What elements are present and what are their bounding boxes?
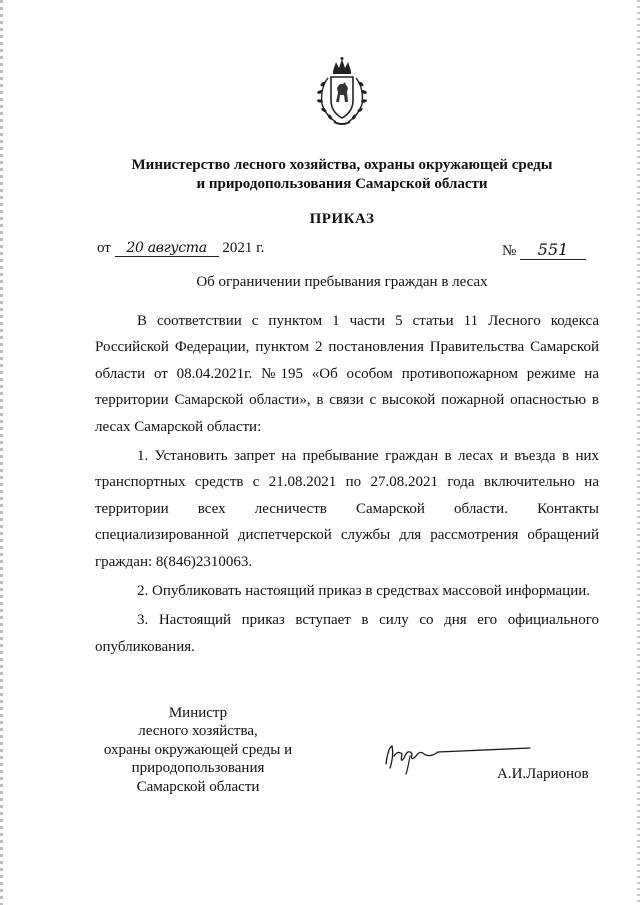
body-item-3: 3. Настоящий приказ вступает в силу со дня его официального опубликования. — [95, 612, 599, 655]
ministry-name-line-2: и природопользования Самарской области — [196, 176, 488, 192]
date-handwritten: 20 августа — [115, 240, 219, 257]
document-number — [502, 240, 586, 262]
body-preamble: В соответствии с пунктом 1 части 5 статьи 11 Лесного кодекса Российской Федерации, пунктом 2 постановления Правительства Самарской области от 08.04.2021г. №195 «Об особом противопожарном режиме на территории Самарской области», в связи с высокой пожарной опасностью в лесах Самарской области: — [95, 313, 599, 435]
ministry-name-line-1: Министерство лесного хозяйства, охраны окружающей среды — [131, 157, 553, 173]
signer-position-line-5: Самарской области — [136, 778, 260, 795]
document-type-title: ПРИКАЗ — [309, 211, 375, 227]
signer-position-line-4: природопользования — [131, 760, 265, 777]
number-handwritten: 551 — [520, 240, 586, 260]
document-body — [95, 308, 599, 663]
signer-position-line-1: Министр — [168, 705, 228, 721]
signer-name: А.И.Ларионов — [497, 766, 589, 782]
date-prefix: от — [97, 240, 111, 256]
number-prefix: № — [502, 243, 517, 259]
document-subject: Об ограничении пребывания граждан в лесах — [196, 274, 488, 290]
date-year: 2021 г. — [222, 240, 265, 256]
document-date — [97, 240, 264, 262]
ministry-name — [100, 156, 584, 194]
signer-position — [92, 704, 304, 796]
samara-coat-of-arms-icon — [312, 56, 372, 128]
body-item-1: 1. Установить запрет на пребывание граждан в лесах и въезда в них транспортных средств с 21.08.2021 по 27.08.2021 года включительно на территории всех лесничеств Самарской области. Контакты специализированной диспетчерской службы для рассмотрения обращений граждан: 8(846)2310063. — [95, 448, 599, 570]
signer-position-line-2: лесного хозяйства, — [138, 723, 258, 740]
signer-position-line-3: охраны окружающей среды и — [103, 741, 293, 758]
scan-edge-left — [0, 0, 3, 905]
body-item-2: 2. Опубликовать настоящий приказ в средствах массовой информации. — [137, 583, 591, 600]
